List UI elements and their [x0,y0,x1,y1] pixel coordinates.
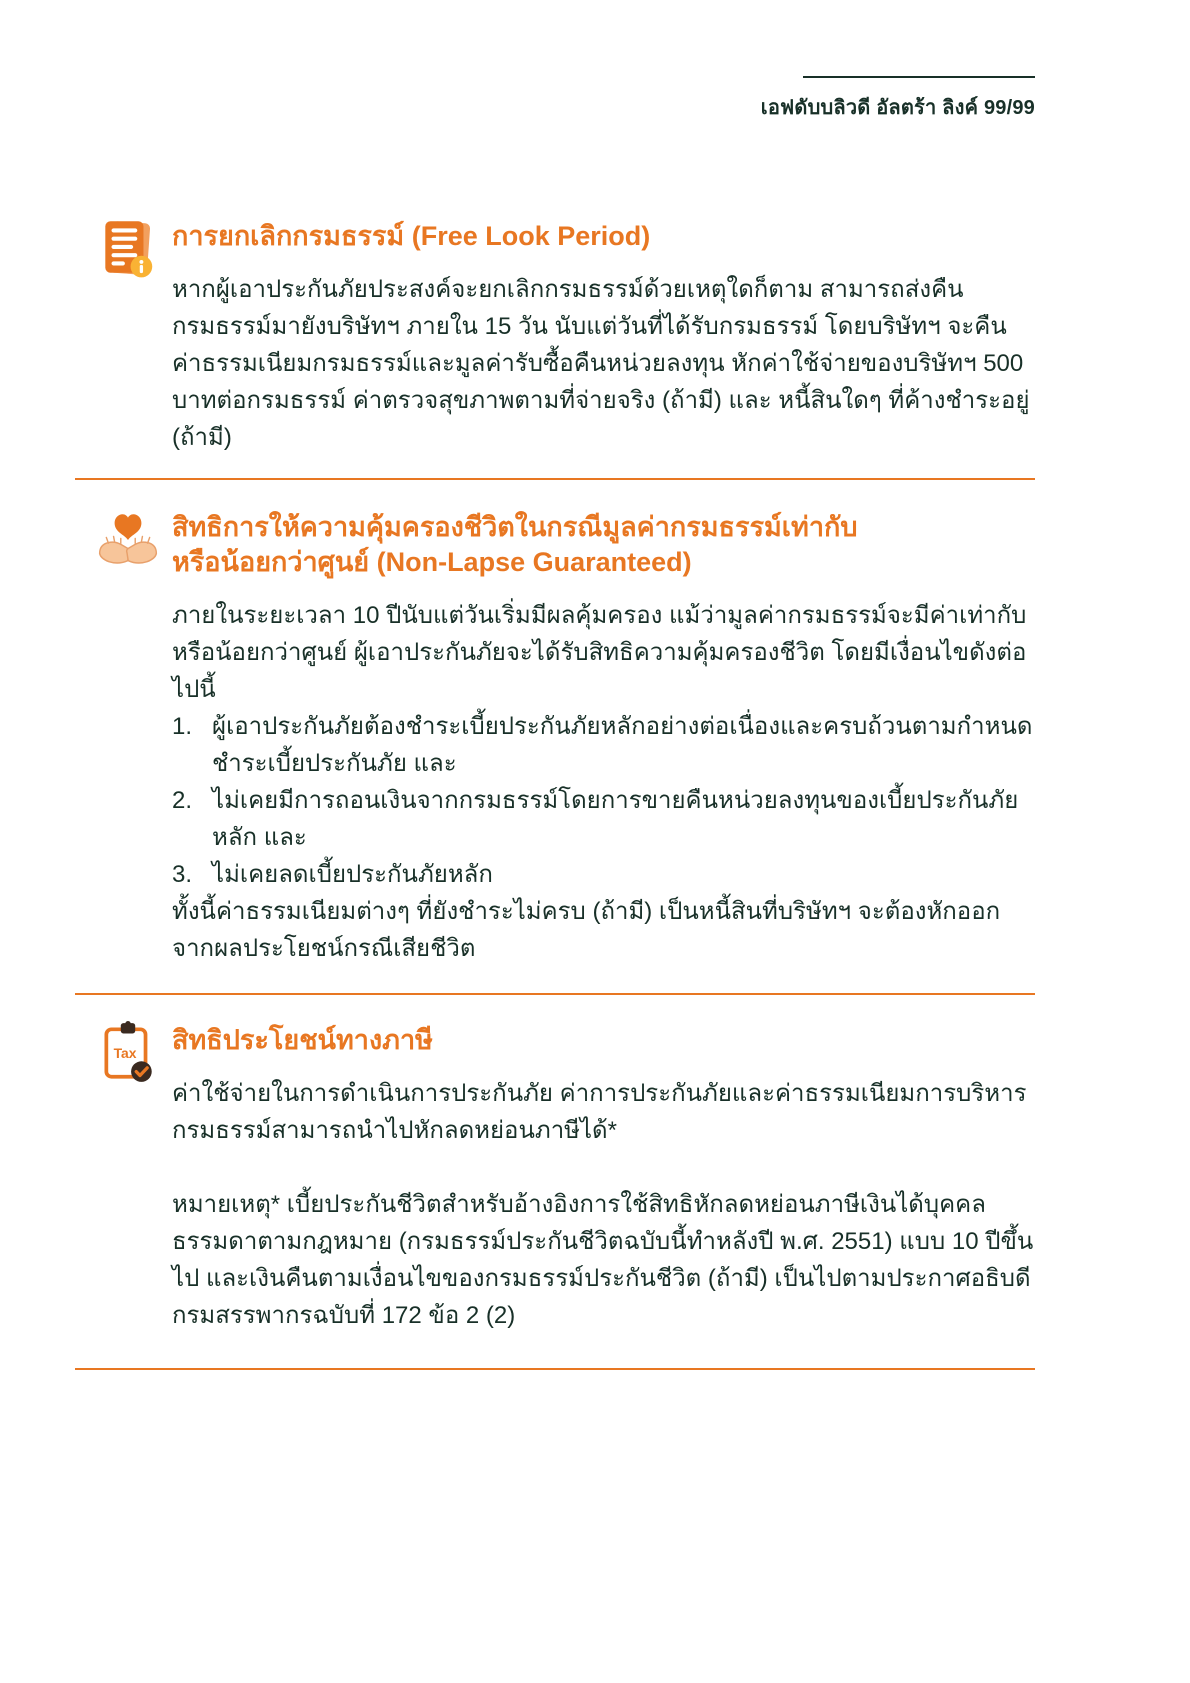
section-tax-benefit-body: ค่าใช้จ่ายในการดำเนินการประกันภัย ค่าการประกันภัยและค่าธรรมเนียมการบริหารกรมธรรม์สามารถนำไปหักลดหย่อนภาษีได้* [172,1079,1027,1144]
product-name: เอฟดับบลิวดี อัลตร้า ลิงค์ 99/99 [760,97,1035,119]
title-line-2: หรือน้อยกว่าศูนย์ (Non-Lapse Guaranteed) [172,547,692,578]
section-free-look-content [172,213,1035,456]
section-tax-benefit [75,1017,1035,1334]
condition-item-3 [172,856,1035,893]
section-divider [75,478,1035,480]
hands-heart-icon [75,504,172,572]
section-free-look [75,213,1035,456]
section-tax-benefit-content [172,1017,1035,1334]
section-divider [75,1368,1035,1370]
section-free-look-title: การยกเลิกกรมธรรม์ (Free Look Period) [172,221,651,251]
section-non-lapse-outro: ทั้งนี้ค่าธรรมเนียมต่างๆ ที่ยังชำระไม่ครบ (ถ้ามี) เป็นหนี้สินที่บริษัทฯ จะต้องหักออกจากผลประโยชน์กรณีเสียชีวิต [172,897,1001,962]
tax-label: Tax [113,1045,137,1062]
doc-header [75,76,1035,123]
section-tax-benefit-title: สิทธิประโยชน์ทางภาษี [172,1024,433,1055]
section-non-lapse [75,504,1035,967]
conditions-list [172,708,1035,893]
header-rule [803,76,1035,78]
condition-text: ไม่เคยมีการถอนเงินจากกรมธรรม์โดยการขายคืนหน่วยลงทุนของเบี้ยประกันภัยหลัก และ [212,786,1019,851]
section-non-lapse-intro: ภายในระยะเวลา 10 ปีนับแต่วันเริ่มมีผลคุ้มครอง แม้ว่ามูลค่ากรมธรรม์จะมีค่าเท่ากับหรือน้อยกว่าศูนย์ ผู้เอาประกันภัยจะได้รับสิทธิความคุ้มครองชีวิต โดยมีเงื่อนไขดังต่อไปนี้ [172,601,1027,703]
section-divider [75,993,1035,995]
section-free-look-body: หากผู้เอาประกันภัยประสงค์จะยกเลิกกรมธรรม์ด้วยเหตุใดก็ตาม สามารถส่งคืนกรมธรรม์มายังบริษัทฯ ภายใน 15 วัน นับแต่วันที่ได้รับกรมธรรม์ โดยบริษัทฯ จะคืนค่าธรรมเนียมกรมธรรม์และมูลค่ารับซื้อคืนหน่วยลงทุน หักค่าใช้จ่ายของบริษัทฯ 500 บาทต่อกรมธรรม์ ค่าตรวจสุขภาพตามที่จ่ายจริง (ถ้ามี) และ หนี้สินใดๆ ที่ค้างชำระอยู่ (ถ้ามี) [172,275,1030,451]
condition-number: 1. [172,712,193,740]
tax-clipboard-icon-svg [95,1019,161,1085]
title-line-1: สิทธิการให้ความคุ้มครองชีวิตในกรณีมูลค่ากรมธรรม์เท่ากับ [172,511,858,542]
document-info-icon-svg [95,215,161,281]
hands-heart-icon-svg [95,506,161,572]
condition-text: ผู้เอาประกันภัยต้องชำระเบี้ยประกันภัยหลักอย่างต่อเนื่องและครบถ้วนตามกำหนดชำระเบี้ยประกันภัย และ [212,712,1033,777]
tax-clipboard-icon [75,1017,172,1085]
condition-item-2 [172,782,1035,856]
condition-text: ไม่เคยลดเบี้ยประกันภัยหลัก [212,860,493,888]
document-info-icon [75,213,172,281]
condition-number: 3. [172,860,193,888]
section-non-lapse-content [172,504,1035,967]
condition-number: 2. [172,786,193,814]
section-tax-benefit-note: หมายเหตุ* เบี้ยประกันชีวิตสำหรับอ้างอิงการใช้สิทธิหักลดหย่อนภาษีเงินได้บุคคลธรรมดาตามกฎหมาย (กรมธรรม์ประกันชีวิตฉบับนี้ทำหลังปี พ.ศ. 2551) แบบ 10 ปีขึ้นไป และเงินคืนตามเงื่อนไขของกรมธรรม์ประกันชีวิต (ถ้ามี) เป็นไปตามประกาศอธิบดีกรมสรรพากรฉบับที่ 172 ข้อ 2 (2) [172,1190,1034,1329]
condition-item-1 [172,708,1035,782]
section-non-lapse-title [172,510,1035,581]
